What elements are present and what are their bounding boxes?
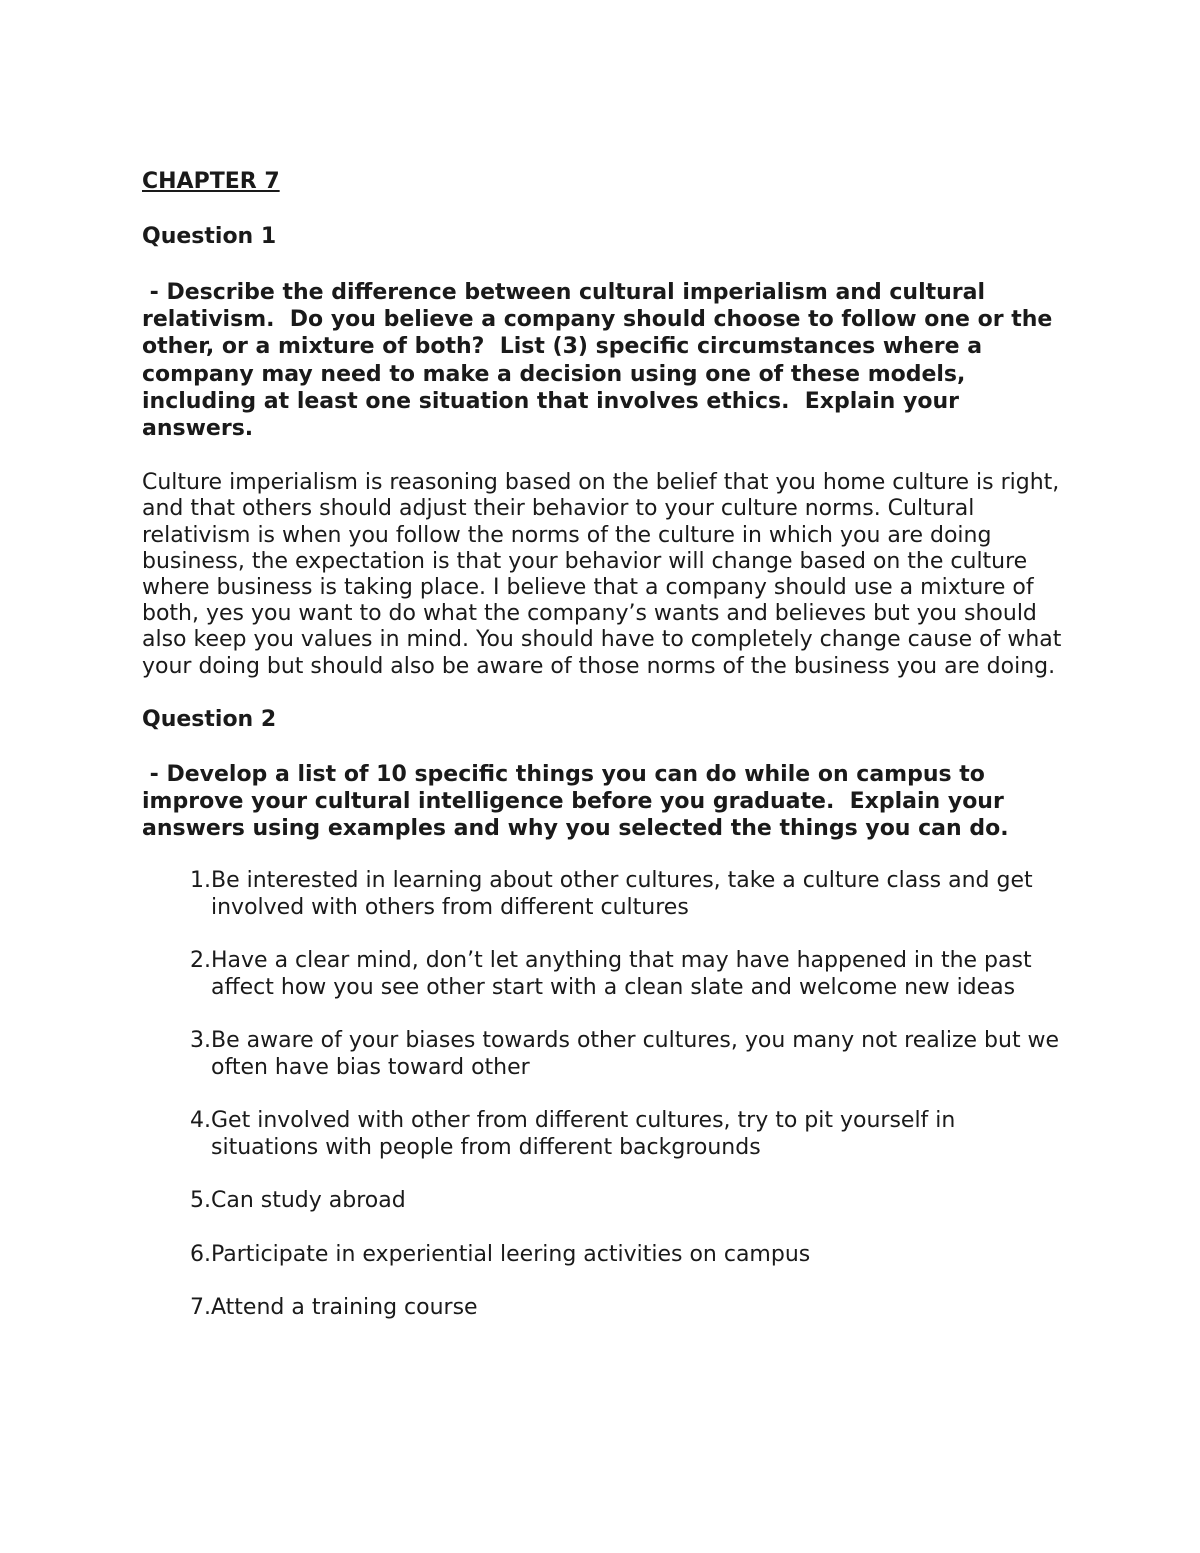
list-item (142, 1028, 1062, 1081)
list-item (142, 948, 1062, 1001)
list-item (142, 1188, 1062, 1215)
list-item-text: Get involved with other from different cultures, try to pit yourself in situations with people from different backgrounds (211, 1108, 956, 1160)
list-item-text: Can study abroad (211, 1188, 406, 1214)
question-1-heading: Question 1 (142, 224, 277, 249)
list-item-text: Participate in experiential leering activities on campus (211, 1241, 811, 1267)
list-item-text: Attend a training course (211, 1295, 478, 1321)
list-item-number: 5. (190, 1188, 211, 1214)
question-2-prompt: - Develop a list of 10 specific things you can do while on campus to improve your cultural intelligence before you graduate. Explain your answers using examples and why you selected the things you can do. (142, 761, 1012, 842)
list-item-number: 1. (190, 868, 211, 894)
list-item-number: 7. (190, 1295, 211, 1321)
chapter-title: CHAPTER 7 (142, 169, 280, 194)
question-2-answer-list (142, 868, 1062, 1322)
list-item-number: 6. (190, 1241, 211, 1267)
list-item-text: Be interested in learning about other cultures, take a culture class and get involved with others from different cultures (211, 868, 1033, 920)
list-item (142, 868, 1062, 921)
list-item (142, 1295, 1062, 1322)
document-page (142, 168, 1062, 1349)
list-item-text: Have a clear mind, don’t let anything that may have happened in the past affect how you see other start with a clean slate and welcome new ideas (211, 948, 1032, 1000)
list-item-number: 2. (190, 948, 211, 974)
list-item-text: Be aware of your biases towards other cultures, you many not realize but we often have bias toward other (211, 1028, 1060, 1080)
list-item (142, 1242, 1062, 1269)
question-1-prompt: - Describe the difference between cultural imperialism and cultural relativism. Do you believe a company should choose to follow one or the other, or a mixture of both? List (3) specific circumstances where a company may need to make a decision using one of these models, including at least one situation that involves ethics. Explain your answers. (142, 280, 1061, 442)
question-1-answer: Culture imperialism is reasoning based on the belief that you home culture is right, and that others should adjust their behavior to your culture norms. Cultural relativism is when you follow the norms of the culture in which you are doing business, the expectation is that your behavior will change based on the culture where business is taking place. I believe that a company should use a mixture of both, yes you want to do what the company’s wants and believes but you should also keep you values in mind. You should have to completely change cause of what your doing but should also be aware of those norms of the business you are doing. (142, 470, 1062, 679)
list-item-number: 4. (190, 1108, 211, 1134)
list-item-number: 3. (190, 1028, 211, 1054)
question-2-heading: Question 2 (142, 706, 277, 732)
list-item (142, 1108, 1062, 1161)
